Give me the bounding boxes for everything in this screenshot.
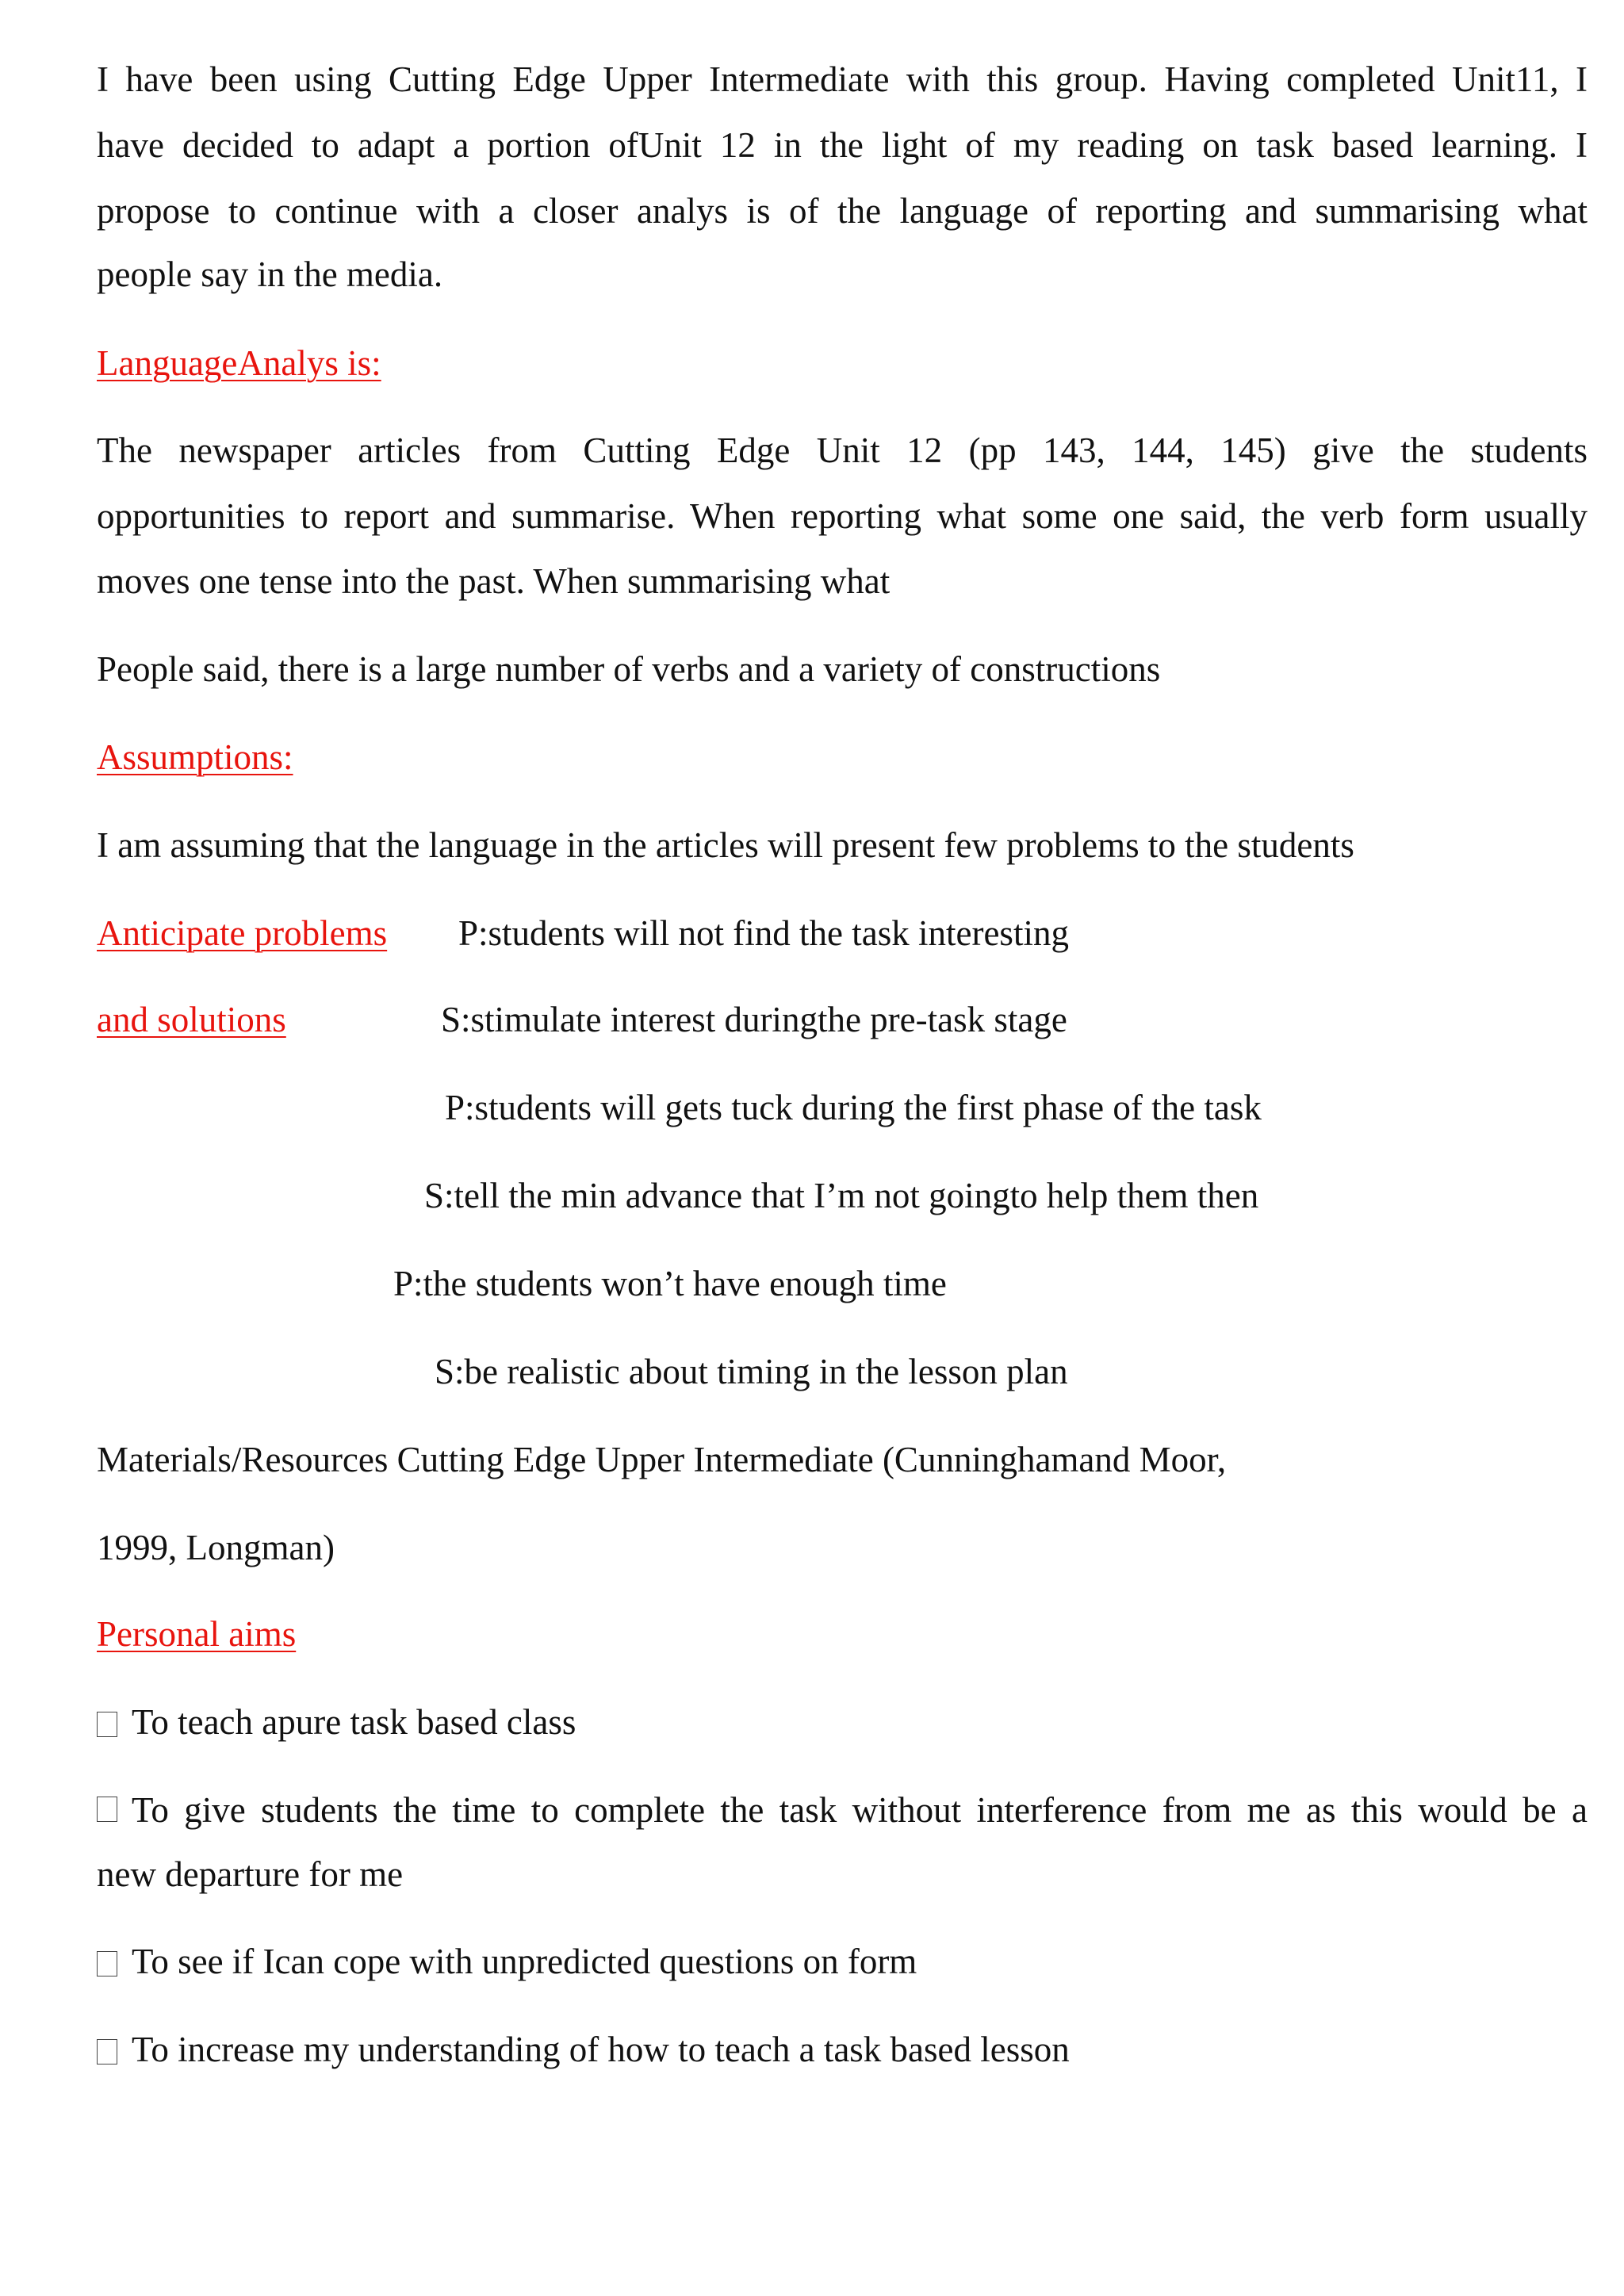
language-analysis-line-4: People said, there is a large number of verbs and a variety of constructions <box>97 649 1161 689</box>
checkbox-bullet-icon <box>97 1797 117 1822</box>
solution-item: S:tell the min advance that I’m not goingto help them then <box>424 1176 1259 1215</box>
language-analysis-heading: LanguageAnalys is: <box>97 343 381 383</box>
problems-heading-line-2: and solutions <box>97 1000 286 1039</box>
solution-item: S:be realistic about timing in the lesson plan <box>435 1352 1068 1391</box>
intro-line-3: propose to continue with a closer analys is of the language of reporting and summarising what <box>97 191 1588 231</box>
intro-line-2: have decided to adapt a portion ofUnit 12 in the light of my reading on task based learning. I <box>97 125 1588 165</box>
problem-item: P:students will not find the task interesting <box>458 913 1069 953</box>
assumptions-heading: Assumptions: <box>97 737 293 777</box>
aim-item-2-continuation: new departure for me <box>97 1854 404 1894</box>
aim-item-2 <box>97 1788 1588 1832</box>
intro-line-4: people say in the media. <box>97 254 443 294</box>
checkbox-bullet-icon <box>97 1951 117 1976</box>
problems-heading-line-1: Anticipate problems <box>97 913 388 953</box>
materials-line-2: 1999, Longman) <box>97 1528 335 1567</box>
personal-aims-heading: Personal aims <box>97 1614 297 1654</box>
language-analysis-line-1: The newspaper articles from Cutting Edge Unit 12 (pp 143, 144, 145) give the students <box>97 430 1588 470</box>
language-analysis-line-2: opportunities to report and summarise. When reporting what some one said, the verb form usually <box>97 496 1588 536</box>
intro-line-1: I have been using Cutting Edge Upper Intermediate with this group. Having completed Unit11, I <box>97 59 1588 99</box>
checkbox-bullet-icon <box>97 1712 117 1737</box>
aim-item-4 <box>97 2027 1070 2072</box>
solution-item: S:stimulate interest duringthe pre-task stage <box>441 1000 1067 1039</box>
checkbox-bullet-icon <box>97 2039 117 2064</box>
aim-text: To increase my understanding of how to teach a task based lesson <box>132 2030 1070 2069</box>
aim-item-3 <box>97 1939 917 1984</box>
language-analysis-line-3: moves one tense into the past. When summarising what <box>97 561 891 601</box>
aim-item-1 <box>97 1700 576 1744</box>
aim-text: To give students the time to complete the task without interference from me as this would be a <box>132 1790 1588 1830</box>
problem-item: P:the students won’t have enough time <box>393 1264 947 1303</box>
assumptions-text: I am assuming that the language in the articles will present few problems to the students <box>97 825 1354 865</box>
problem-item: P:students will gets tuck during the first phase of the task <box>445 1088 1262 1127</box>
aim-text: To see if Ican cope with unpredicted questions on form <box>132 1942 917 1981</box>
aim-text: To teach apure task based class <box>132 1702 576 1742</box>
materials-line-1: Materials/Resources Cutting Edge Upper Intermediate (Cunninghamand Moor, <box>97 1440 1227 1479</box>
